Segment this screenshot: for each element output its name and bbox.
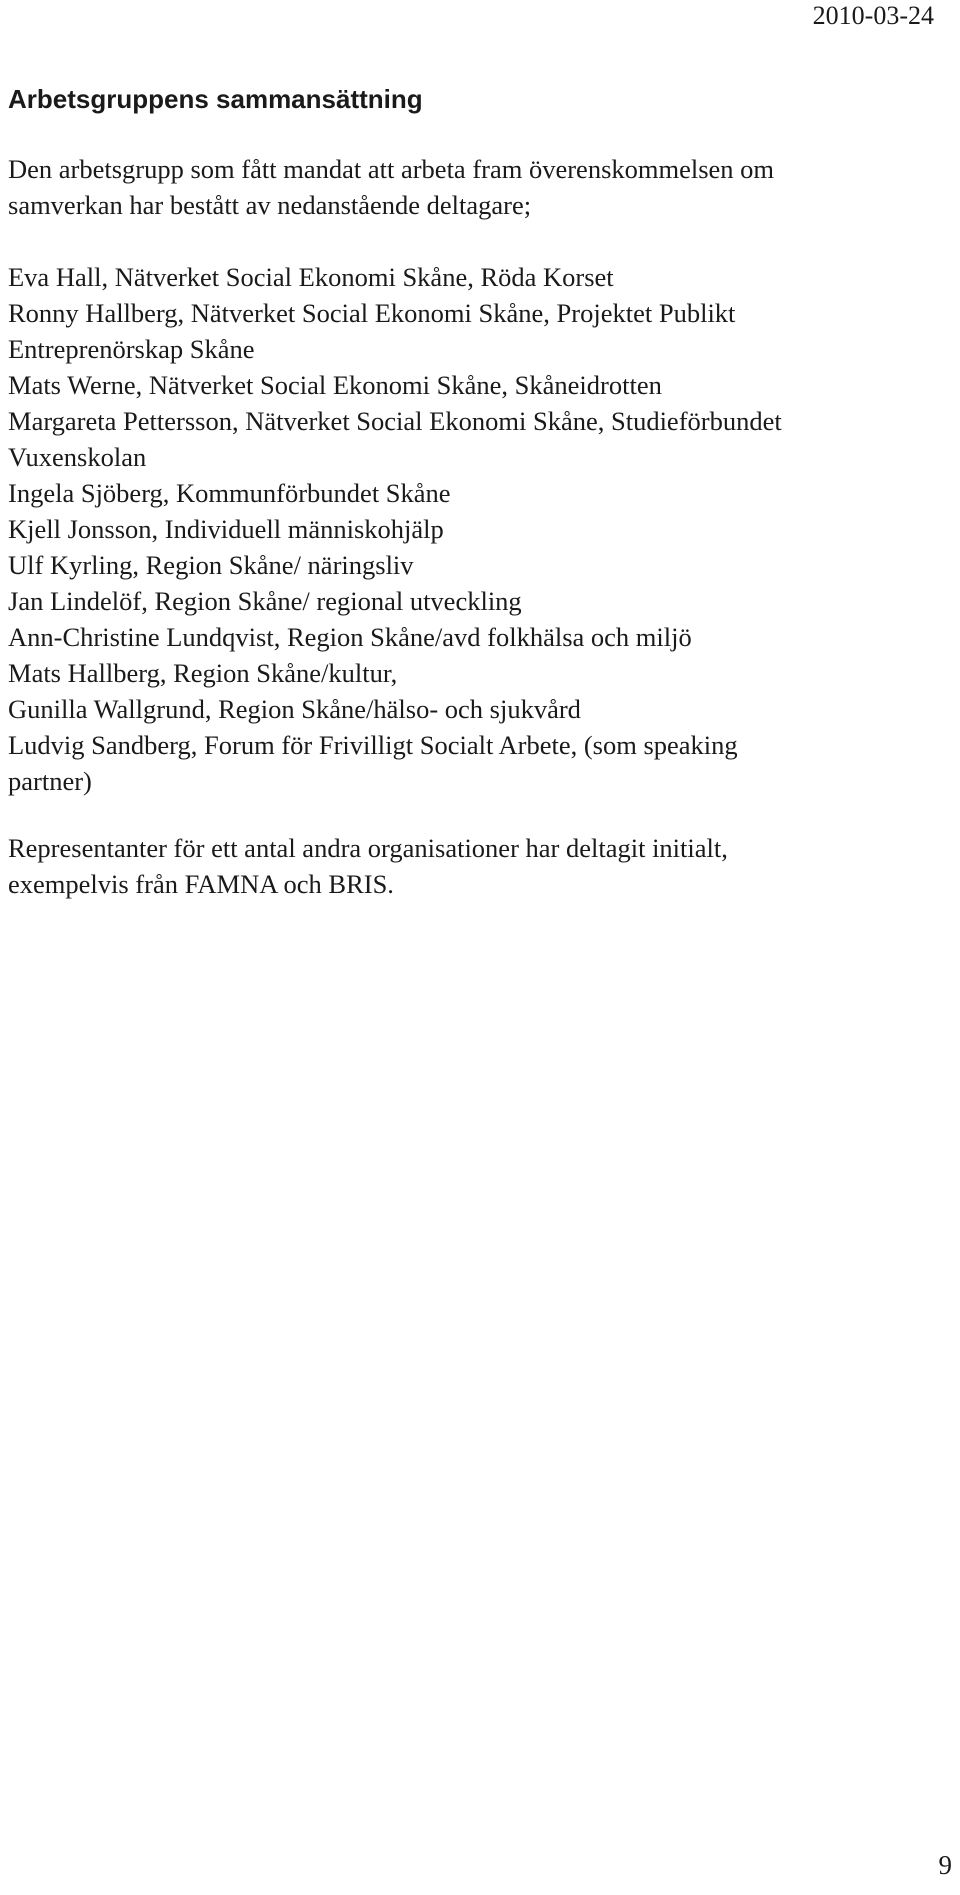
intro-paragraph [8, 151, 928, 223]
closing-paragraph [8, 830, 928, 902]
member-line: Margareta Pettersson, Nätverket Social Ekonomi Skåne, Studieförbundet [8, 406, 782, 436]
member-line: Kjell Jonsson, Individuell människohjälp [8, 514, 444, 544]
member-list [8, 259, 928, 799]
member-line: Eva Hall, Nätverket Social Ekonomi Skåne, Röda Korset [8, 262, 614, 292]
intro-line: samverkan har bestått av nedanstående deltagare; [8, 190, 532, 220]
member-line: Ingela Sjöberg, Kommunförbundet Skåne [8, 478, 451, 508]
member-line: Mats Werne, Nätverket Social Ekonomi Skåne, Skåneidrotten [8, 370, 662, 400]
closing-line: exempelvis från FAMNA och BRIS. [8, 869, 394, 899]
intro-line: Den arbetsgrupp som fått mandat att arbeta fram överenskommelsen om [8, 154, 775, 184]
member-line: Mats Hallberg, Region Skåne/kultur, [8, 658, 398, 688]
member-line: Jan Lindelöf, Region Skåne/ regional utveckling [8, 586, 522, 616]
member-line: Entreprenörskap Skåne [8, 334, 255, 364]
member-line: Vuxenskolan [8, 442, 147, 472]
page-number: 9 [938, 1850, 952, 1880]
section-heading: Arbetsgruppens sammansättning [8, 84, 423, 114]
closing-line: Representanter för ett antal andra organisationer har deltagit initialt, [8, 833, 728, 863]
member-line: Ludvig Sandberg, Forum för Frivilligt Socialt Arbete, (som speaking [8, 730, 738, 760]
member-line: Ronny Hallberg, Nätverket Social Ekonomi Skåne, Projektet Publikt [8, 298, 736, 328]
member-line: Ann-Christine Lundqvist, Region Skåne/avd folkhälsa och miljö [8, 622, 692, 652]
member-line: Gunilla Wallgrund, Region Skåne/hälso- och sjukvård [8, 694, 581, 724]
document-date: 2010-03-24 [812, 1, 934, 30]
member-line: Ulf Kyrling, Region Skåne/ näringsliv [8, 550, 414, 580]
member-line: partner) [8, 766, 92, 796]
